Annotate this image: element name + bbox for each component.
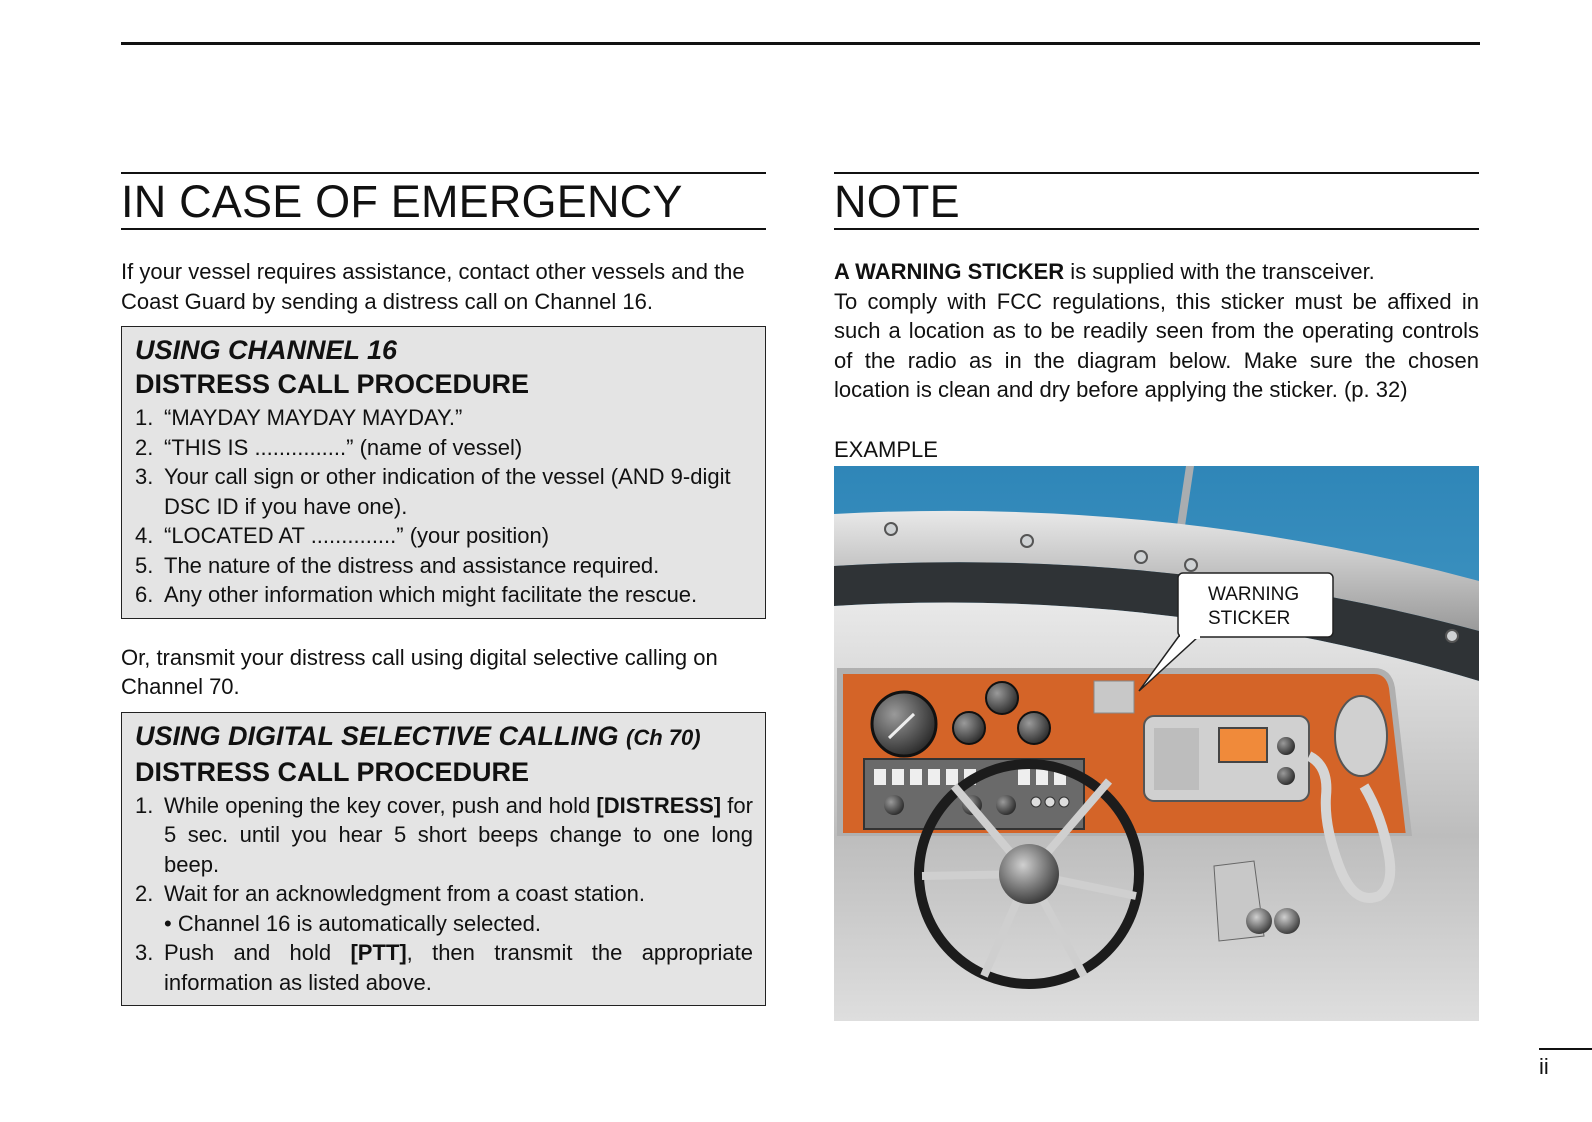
callout-line1: WARNING <box>1208 583 1300 605</box>
top-rule <box>121 42 1480 45</box>
list-item: 6. Any other information which might facilitate the rescue. <box>135 582 698 607</box>
list-item: 1. “MAYDAY MAYDAY MAYDAY.” <box>135 405 463 430</box>
radio-transceiver <box>1144 716 1309 801</box>
channel16-steps <box>135 403 753 610</box>
emergency-title: IN CASE OF EMERGENCY <box>121 172 766 230</box>
list-item: 2. Wait for an acknowledgment from a coast station. • Channel 16 is automatically selected. <box>135 881 645 936</box>
example-label: EXAMPLE <box>834 436 938 462</box>
dsc-steps <box>135 791 753 998</box>
boat-console-illustration <box>834 466 1479 1021</box>
channel16-box <box>121 326 766 619</box>
channel16-box-title: USING CHANNEL 16 <box>135 335 398 365</box>
dsc-box-subtitle: DISTRESS CALL PROCEDURE <box>135 756 530 787</box>
list-item: 2. “THIS IS ...............” (name of vessel) <box>135 434 523 460</box>
list-item: 3. Your call sign or other indication of the vessel (AND 9-digit DSC ID if you have one). <box>135 464 731 519</box>
dsc-box-title: USING DIGITAL SELECTIVE CALLING (Ch 70) <box>135 720 701 751</box>
note-body <box>834 257 1479 405</box>
dsc-intro: Or, transmit your distress call using digital selective calling on Channel 70. <box>121 644 718 699</box>
emergency-section <box>121 172 766 1006</box>
list-item: 1. While opening the key cover, push and hold [DISTRESS] for 5 sec. until you hear 5 short beeps change to one long beep. <box>135 792 753 877</box>
warning-sticker <box>1094 681 1134 713</box>
note-title: NOTE <box>834 172 1479 230</box>
list-item: 4. “LOCATED AT ..............” (your position) <box>135 523 550 548</box>
note-paragraph: To comply with FCC regulations, this sticker must be affixed in such a location as to be readily seen from the operating controls of the radio as in the diagram below. Make sure the chosen location is clean and dry before applying the sticker. (p. 32) <box>834 288 1479 402</box>
list-item: 5. The nature of the distress and assistance required. <box>135 552 660 578</box>
note-section <box>834 172 1479 1021</box>
emergency-intro: If your vessel requires assistance, contact other vessels and the Coast Guard by sending a distress call on Channel 16. <box>121 259 745 314</box>
callout-line2: STICKER <box>1208 607 1291 629</box>
list-item: 3. Push and hold [PTT], then transmit the appropriate information as listed above. <box>135 940 753 995</box>
page-number: ii <box>1539 1054 1549 1079</box>
channel16-box-subtitle: DISTRESS CALL PROCEDURE <box>135 369 530 399</box>
note-lead: A WARNING STICKER is supplied with the transceiver. <box>834 259 1375 284</box>
page-number-rule <box>1539 1048 1592 1050</box>
dsc-box <box>121 712 766 1007</box>
